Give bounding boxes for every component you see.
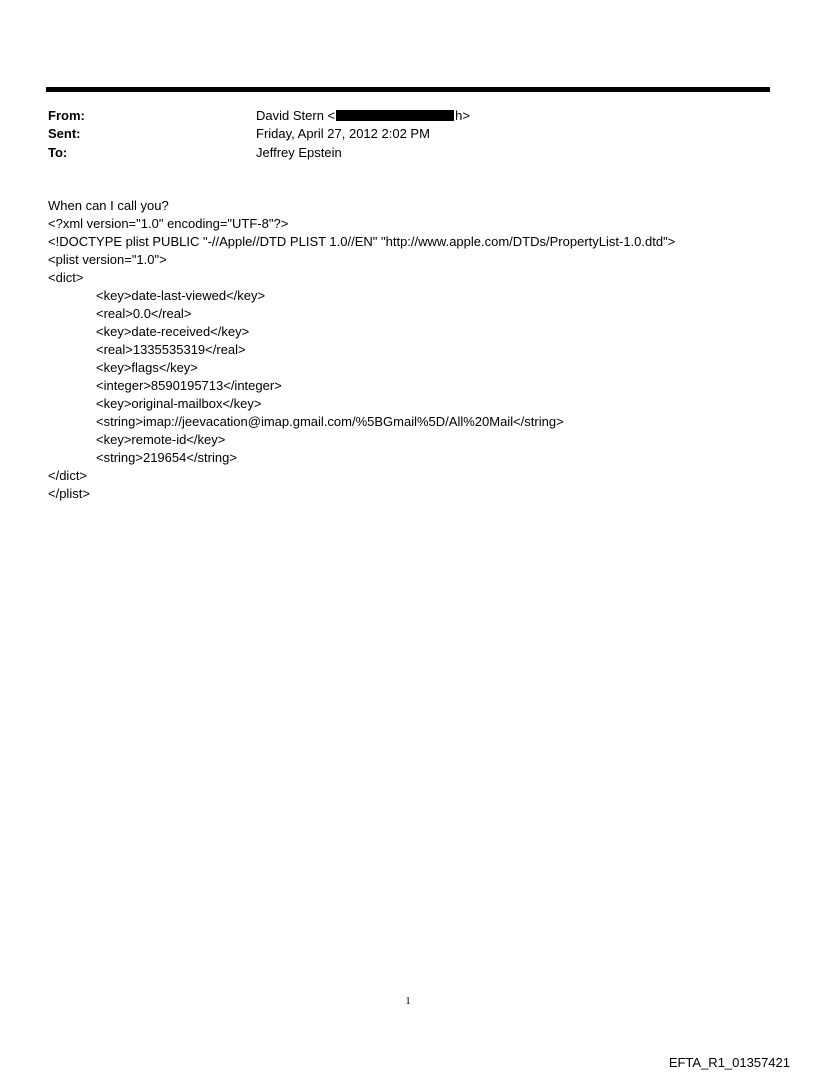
body-line: <key>date-last-viewed</key> (96, 288, 266, 303)
from-end: h> (455, 108, 470, 123)
body-line: <integer>8590195713</integer> (96, 378, 282, 393)
body-line: <?xml version="1.0" encoding="UTF-8"?> (48, 216, 289, 231)
page-number: 1 (405, 995, 411, 1007)
email-body (48, 197, 768, 503)
body-line: <key>remote-id</key> (96, 432, 226, 447)
body-line: When can I call you? (48, 198, 169, 213)
from-name: David Stern < (256, 108, 336, 123)
sent-value: Friday, April 27, 2012 2:02 PM (256, 126, 430, 141)
body-line: <string>219654</string> (96, 450, 237, 465)
body-line: <real>0.0</real> (96, 306, 192, 321)
body-line: <key>original-mailbox</key> (96, 396, 262, 411)
to-label: To: (48, 145, 68, 160)
body-line: <plist version="1.0"> (48, 252, 167, 267)
header-divider (46, 87, 770, 92)
body-line: <string>imap://jeevacation@imap.gmail.com/%5BGmail%5D/All%20Mail</string> (96, 414, 564, 429)
body-line: </plist> (48, 486, 90, 501)
document-id: EFTA_R1_01357421 (668, 1055, 790, 1070)
sent-label: Sent: (48, 126, 81, 141)
redaction-bar (336, 110, 454, 121)
from-label: From: (48, 108, 85, 123)
to-value: Jeffrey Epstein (256, 145, 342, 160)
body-line: <key>date-received</key> (96, 324, 250, 339)
body-line: </dict> (48, 468, 88, 483)
body-line: <!DOCTYPE plist PUBLIC "-//Apple//DTD PLIST 1.0//EN" "http://www.apple.com/DTDs/PropertyList-1.0.dtd"> (48, 234, 676, 249)
from-value (256, 107, 470, 125)
body-line: <key>flags</key> (96, 360, 198, 375)
body-line: <dict> (48, 270, 84, 285)
body-line: <real>1335535319</real> (96, 342, 246, 357)
